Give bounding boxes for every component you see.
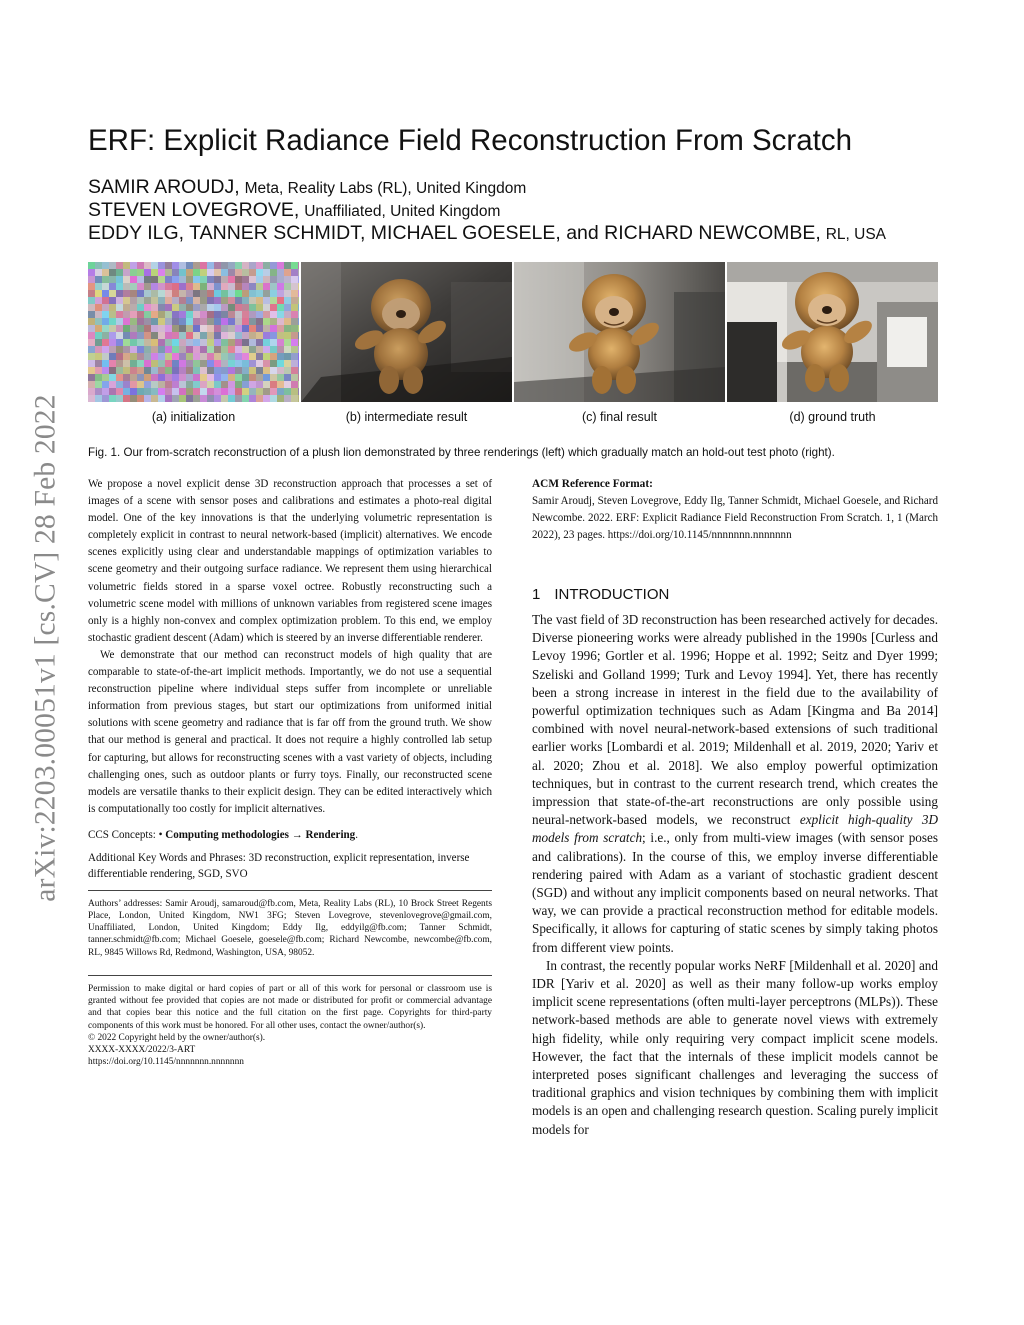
introduction-paragraph: In contrast, the recently popular works NeRF [Mildenhall et al. 2020] and IDR [Yariv et al. 2020] as well as their many follow-up works employ implicit scene representations (often multi-layer perceptrons (MLPs)). These network-based methods are able to generate novel views with extremely high fidelity, while only requiring very compact implicit scene models. However, the fact that the internals of these implicit models cannot be interpreted poses significant challenges and leveraging the success of traditional graphics and vision techniques by combining them with implicit models is an open and challenging research question. Scaling purely implicit models for <box>532 957 938 1137</box>
author-addresses-text: Authors’ addresses: Samir Aroudj, samaroud@fb.com, Meta, Reality Labs (RL), 10 Brock Street Regents Place, London, United Kingdom, NW1 3FG; Steven Lovegrove, stevenlovegrove@gmail.com, Unaffiliated, London, United Kingdom; Eddy Ilg, eddyilg@fb.com; Tanner Schmidt, tanner.schmidt@fb.com; Michael Goesele, goesele@fb.com; Richard Newcombe, newcombe@fb.com, RL, 9845 Willows Rd, Redmond, Washington, USA, 98052. <box>88 898 492 958</box>
acm-reference-heading: ACM Reference Format: <box>532 478 653 490</box>
section-title: INTRODUCTION <box>554 586 670 603</box>
permission-notice <box>88 975 492 1068</box>
paper-title: ERF: Explicit Radiance Field Reconstruction From Scratch <box>88 124 852 157</box>
ccs-concepts <box>88 827 492 843</box>
keywords: Additional Key Words and Phrases: 3D reconstruction, explicit representation, inverse differentiable rendering, SGD, SVO <box>88 851 470 880</box>
author-addresses <box>88 890 492 959</box>
issn-line: XXXX-XXXX/2022/3-ART <box>88 1044 196 1055</box>
introduction-paragraph: The vast field of 3D reconstruction has been researched actively for decades. Diverse pioneering works were already published in the 1990s [Curless and Levoy 1996; Gortler et al. 1996; Hoppe et al. 1992; Seitz and Dyer 1999; Szeliski and Golland 1999; Turk and Levoy 1994]. Yet, there has recently been a strong increase in interest in the field due to the availability of powerful optimization techniques such as Adam [Kingma and Ba 2014] combined with novel neural-network-based extensions of such traditional earlier works [Lombardi et al. 2019; Mildenhall et al. 2019, 2020; Yariv et al. 2020; Zhou et al. 2018]. We also employ powerful optimization techniques, but in contrast to the current research trend, which creates the impression that state-of-the-art reconstructions are only possible using neural-network-based models, we reconstruct explicit high-quality 3D models from scratch; i.e., only from multi-view images (with sensor poses and calibrations). In the course of this, we employ inverse differentiable rendering paired with Adam as a variant of stochastic gradient descent (SGD) and without any implicit components based on neural networks. That way, we can provide a practical reconstruction method for editable models. Specifically, it allows for capturing of static scenes by simply taking photos from different view points. <box>532 612 939 955</box>
acm-reference-text: Samir Aroudj, Steven Lovegrove, Eddy Ilg, Tanner Schmidt, Michael Goesele, and Richard Newcombe. 2022. ERF: Explicit Radiance Field Reconstruction From Scratch. 1, 1 (March 2022), 23 pages. https://doi.org/10.1145/nnnnnnn.nnnnnnn <box>532 495 938 541</box>
emphasis-text: explicit high-quality 3D models from scratch <box>532 812 939 846</box>
panel-label-final: (c) final result <box>581 410 658 424</box>
ccs-suffix: . <box>355 828 358 841</box>
right-column <box>532 476 939 1137</box>
section-number: 1 <box>532 586 541 603</box>
figure-panel-ground-truth <box>727 262 938 402</box>
abstract <box>88 476 492 818</box>
panel-label-intermediate: (b) intermediate result <box>345 410 468 424</box>
left-column <box>88 476 492 1068</box>
copyright-line: © 2022 Copyright held by the owner/author(s). <box>88 1032 266 1043</box>
author-line-1 <box>88 176 526 199</box>
introduction-body <box>532 611 938 1139</box>
abstract-paragraph: We propose a novel explicit dense 3D reconstruction approach that processes a set of images of a scene with sensor poses and calibrations and estimates a photo-real digital model. One of the key innovations is that the underlying volumetric representation is completely explicit in contrast to neural network-based (implicit) alternatives. We encode scenes explicitly using clear and understandable mappings of optimization variables to scene geometry and their outgoing surface radiance. We represent them using hierarchical volumetric fields stored in a sparse voxel octree. Robustly reconstructing such a volumetric scene model with millions of unknown variables from registered scene images only is a highly non-convex and complex optimization problem. To this end, we employ stochastic gradient descent (Adam) which is steered by an inverse differentiable renderer. <box>88 478 492 644</box>
section-heading-introduction <box>532 586 669 603</box>
author-names: EDDY ILG, TANNER SCHMIDT, MICHAEL GOESELE, and RICHARD NEWCOMBE, <box>88 222 821 244</box>
abstract-paragraph: We demonstrate that our method can reconstruct models of high quality that are comparable to state-of-the-art implicit methods. Importantly, we do not use a sequential reconstruction pipeline where individual steps suffer from incomplete or unreliable information from previous stages, but start our optimizations from uniformed initial solutions with scene geometry and radiance that is far off from the ground truth. We show that our method is general and practical. It does not require a highly controlled lab setup for capturing, but allows for reconstructing scenes with a vast variety of objects, including challenging ones, such as outdoor plants or furry toys. Finally, our reconstructed scene models are versatile thanks to their explicit design. They can be edited interactively which is computationally too costly for implicit alternatives. <box>88 648 492 815</box>
author-line-2 <box>88 199 500 222</box>
panel-label-initialization: (a) initialization <box>151 410 236 424</box>
author-affiliation: Meta, Reality Labs (RL), United Kingdom <box>244 180 527 197</box>
permission-text: Permission to make digital or hard copies of part or all of this work for personal or classroom use is granted without fee provided that copies are not made or distributed for profit or commercial advantage and that copies bear this notice and the full citation on the first page. Copyrights for third-party components of this work must be honored. For all other uses, contact the owner/author(s). <box>88 983 492 1031</box>
author-names: SAMIR AROUDJ, <box>88 176 240 198</box>
panel-label-ground-truth: (d) ground truth <box>789 410 876 424</box>
noise-image <box>88 262 299 402</box>
figure-panel-final <box>514 262 725 402</box>
lion-render-final <box>514 262 725 402</box>
ccs-subconcept: Rendering <box>305 828 356 841</box>
lion-photo-ground-truth <box>727 262 938 402</box>
arxiv-stamp: arXiv:2203.00051v1 [cs.CV] 28 Feb 2022 <box>29 394 62 902</box>
ccs-prefix: CCS Concepts: • <box>88 828 166 841</box>
figure-panel-initialization <box>88 262 299 402</box>
ccs-concept: Computing methodologies <box>165 828 289 841</box>
doi-line: https://doi.org/10.1145/nnnnnnn.nnnnnnn <box>88 1057 244 1068</box>
author-affiliation: RL, USA <box>825 226 887 243</box>
author-affiliation: Unaffiliated, United Kingdom <box>304 203 501 220</box>
author-names: STEVEN LOVEGROVE, <box>88 199 300 221</box>
lion-render-intermediate <box>301 262 512 402</box>
figure-caption: Fig. 1. Our from-scratch reconstruction of a plush lion demonstrated by three renderings (left) which gradually match an hold-out test photo (right). <box>88 446 835 459</box>
ccs-arrow: → <box>288 828 306 841</box>
author-line-3 <box>88 222 886 245</box>
figure-panel-intermediate <box>301 262 512 402</box>
